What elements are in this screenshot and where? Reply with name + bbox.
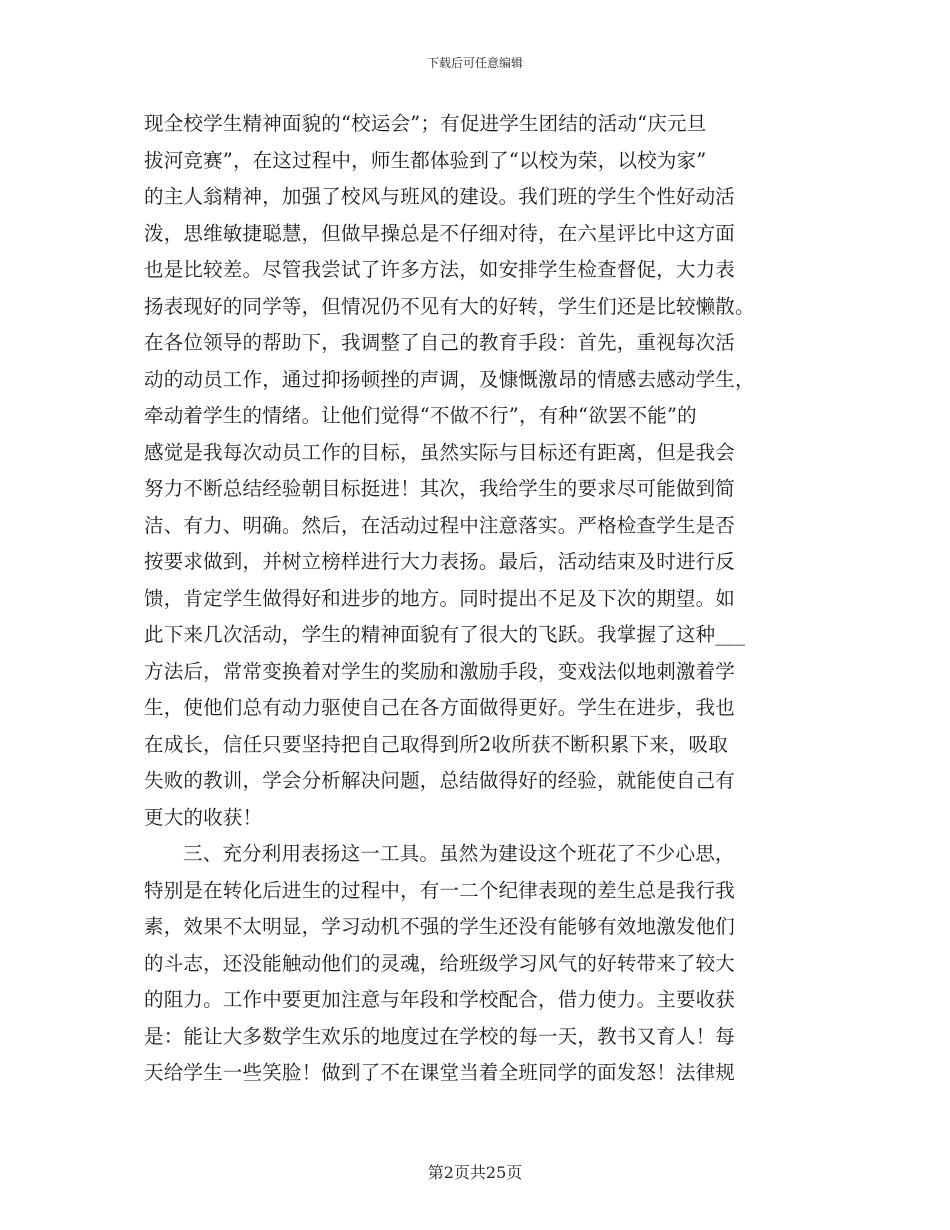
document-body	[144, 106, 806, 1092]
text-line: 泼，思维敏捷聪慧，但做早操总是不仔细对待，在六星评比中这方面	[144, 221, 736, 245]
page-number: 第2页共25页	[427, 1163, 523, 1182]
text-line: 的斗志，还没能触动他们的灵魂，给班级学习风气的好转带来了较大	[144, 951, 736, 975]
text-line: 的主人翁精神，加强了校风与班风的建设。我们班的学生个性好动活	[144, 185, 736, 208]
text-line: 努力不断总结经验朝目标挺进！其次，我给学生的要求尽可能做到简	[144, 477, 736, 500]
text-line: 的阻力。工作中要更加注意与年段和学校配合，借力使力。主要收获	[144, 988, 736, 1011]
paragraph-start-line: 三、充分利用表扬这一工具。虽然为建设这个班花了不少心思，	[183, 842, 735, 865]
text-line: 洁、有力、明确。然后，在活动过程中注意落实。严格检查学生是否	[144, 513, 736, 537]
text-line: 方法后，常常变换着对学生的奖励和激励手段，变戏法似地刺激着学	[144, 659, 736, 683]
text-line: 此下来几次活动，学生的精神面貌有了很大的飞跃。我掌握了这种___	[144, 623, 746, 646]
text-line: 按要求做到，并树立榜样进行大力表扬。最后，活动结束及时进行反	[144, 550, 736, 573]
text-line: 感觉是我每次动员工作的目标，虽然实际与目标还有距离，但是我会	[144, 440, 736, 464]
text-line: 拔河竞赛”，在这过程中，师生都体验到了“以校为荣，以校为家”	[144, 148, 707, 172]
text-line: 素，效果不太明显，学习动机不强的学生还没有能够有效地激发他们	[144, 915, 736, 938]
text-line: 扬表现好的同学等，但情况仍不见有大的好转，学生们还是比较懒散。	[144, 294, 755, 318]
text-line: 更大的收获！	[144, 805, 263, 829]
text-line: 牵动着学生的情绪。让他们觉得“不做不行”，有种“欲罢不能”的	[144, 404, 697, 427]
text-line: 也是比较差。尽管我尝试了许多方法，如安排学生检查督促，大力表	[144, 258, 736, 281]
text-line: 生，使他们总有动力驱使自己在各方面做得更好。学生在进步，我也	[144, 696, 736, 719]
text-line: 在各位领导的帮助下，我调整了自己的教育手段：首先，重视每次活	[144, 331, 736, 354]
text-line: 失败的教训，学会分析解决问题，总结做得好的经验，就能使自己有	[144, 769, 736, 792]
text-line: 馈，肯定学生做得好和进步的地方。同时提出不足及下次的期望。如	[144, 586, 736, 610]
text-line: 动的动员工作，通过抑扬顿挫的声调，及慷慨激昂的情感去感动学生，	[144, 367, 755, 391]
page-header-note: 下载后可任意编辑	[426, 56, 523, 70]
text-line: 是：能让大多数学生欢乐的地度过在学校的每一天，教书又育人！每	[144, 1024, 736, 1048]
text-line: 天给学生一些笑脸！做到了不在课堂当着全班同学的面发怒！法律规	[144, 1061, 736, 1084]
text-line: 现全校学生精神面貌的“校运会”；有促进学生团结的活动“庆元旦	[144, 112, 707, 135]
text-line: 特别是在转化后进生的过程中，有一二个纪律表现的差生总是我行我	[144, 878, 736, 902]
text-line: 在成长，信任只要坚持把自己取得到所2收所获不断积累下来，吸取	[144, 732, 728, 756]
